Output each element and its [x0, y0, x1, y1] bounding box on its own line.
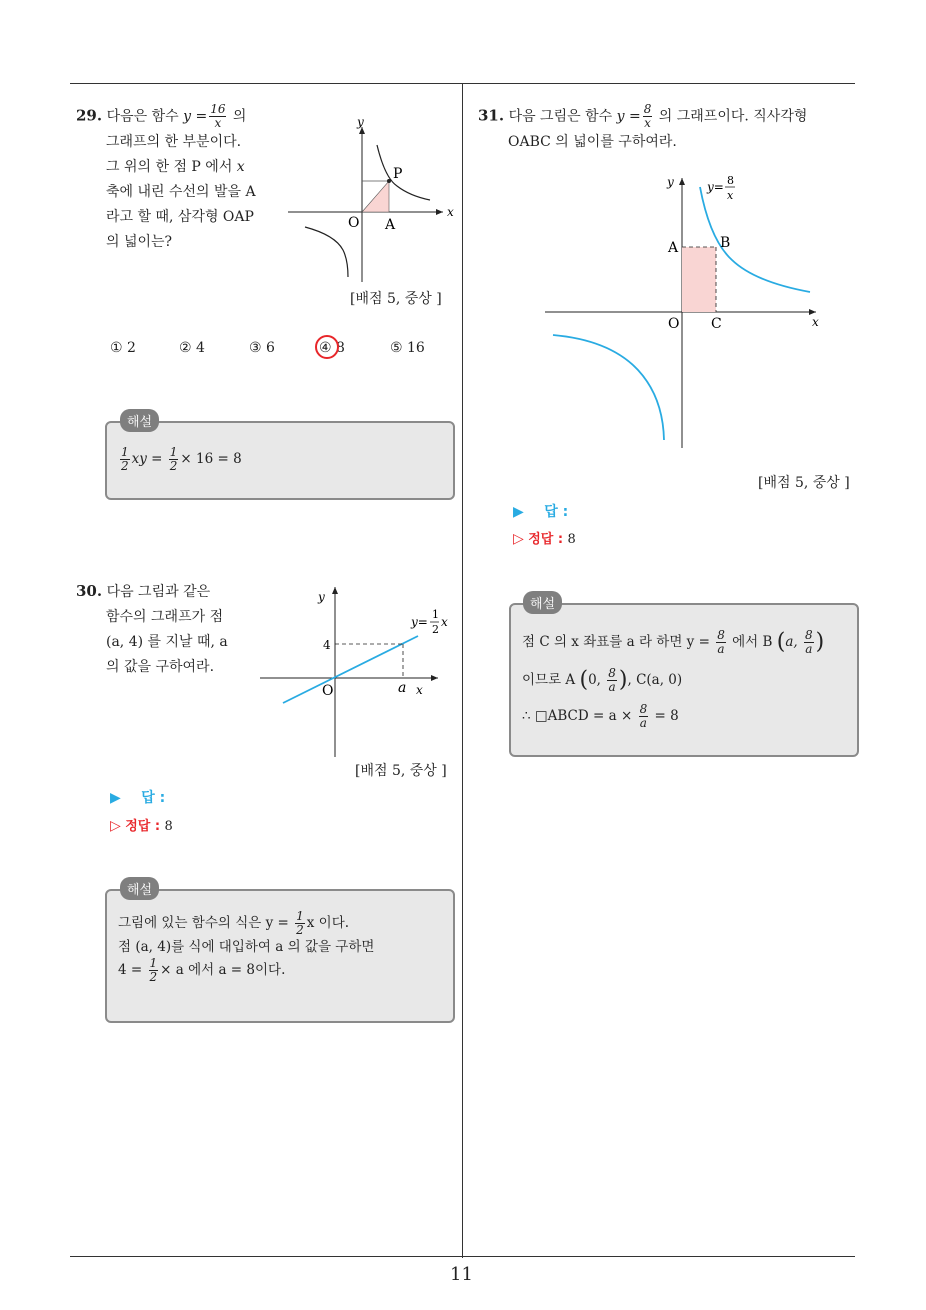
q30-correct-row: [110, 815, 173, 834]
q30-x-tick-a: a: [398, 680, 407, 696]
page-number: 11: [450, 1264, 473, 1285]
q31-y-label: y: [667, 175, 674, 189]
q30-correct-arrow-icon: ▷: [110, 818, 121, 834]
q30-line2: 함수의 그래프가 점: [106, 609, 224, 625]
q31-number: 31.: [478, 106, 505, 125]
q31-solution: [522, 624, 852, 733]
q30-answer-arrow-icon: ▶: [110, 790, 121, 806]
q29-point-p: [387, 179, 391, 183]
q31-line2: OABC 의 넓이를 구하여라.: [508, 134, 677, 150]
q31-line1: 31. 다음 그림은 함수 y = $\frac{8}{x}$ 의 그래프이다. 직사각형: [478, 102, 808, 130]
q29-curve-q3: [305, 227, 348, 277]
q31-solution-line3: ∴ □ABCD = a × $\frac{8}{a}$ = 8: [522, 702, 679, 730]
q31-correct-value: 8: [567, 532, 576, 547]
q31-solution-tag: 해설: [523, 591, 562, 614]
q31-answer-row: [513, 501, 568, 521]
q30-eq-num: 1: [432, 608, 439, 621]
q30-solution-line1: 그림에 있는 함수의 식은 y = $\frac{1}{2}$ x 이다.: [118, 909, 350, 937]
q29-graph: [285, 110, 460, 285]
q31-curve-q3: [553, 335, 664, 440]
question-30: [76, 579, 256, 680]
q30-graph: [258, 582, 458, 762]
q31-correct-row: [513, 528, 576, 547]
q29-fraction: $\frac{16}{x}$: [210, 102, 226, 130]
q30-score: [배점 5, 중상 ]: [355, 763, 447, 779]
q29-number: 29.: [76, 106, 103, 125]
q30-eq-x: x: [441, 615, 448, 629]
q31-pt-c: C: [711, 316, 722, 332]
q31-answer-label: 답 :: [544, 504, 569, 520]
q30-correct-value: 8: [164, 819, 173, 834]
q30-correct-label: 정답 :: [125, 819, 161, 834]
q30-x-label: x: [416, 683, 423, 697]
q29-choice-4[interactable]: ④ 8: [319, 340, 345, 356]
q29-solution-tag: 해설: [120, 409, 159, 432]
q31-answer-arrow-icon: ▶: [513, 504, 524, 520]
q29-point-a-label: A: [385, 217, 396, 233]
q29-choice-2[interactable]: ② 4: [179, 340, 205, 356]
q31-rect-oabc: [682, 247, 716, 312]
q31-eq-den: x: [727, 189, 734, 202]
q31-eq-prefix: y=: [707, 180, 724, 194]
q30-solution-line2: 점 (a, 4)를 식에 대입하여 a 의 값을 구하면: [118, 939, 375, 955]
q30-solution: [118, 910, 374, 984]
q29-solution-line: $\frac{1}{2}$ xy = $\frac{1}{2}$ × 16 = 8: [121, 445, 242, 473]
column-divider: [462, 83, 463, 1258]
bottom-rule: [70, 1256, 855, 1257]
q31-solution-line1: 점 C 의 x 좌표를 a 라 하면 y = $\frac{8}{a}$ 에서 B (a, $\frac{8}{a}$ ): [522, 628, 825, 656]
q30-line4: 의 값을 구하여라.: [106, 659, 215, 675]
q30-y-label: y: [318, 590, 325, 604]
q29-line6: 의 넓이는?: [106, 234, 173, 250]
q31-correct-label: 정답 :: [528, 532, 564, 547]
svg-text:y: y: [357, 115, 364, 129]
q30-solution-line3: 4 = $\frac{1}{2}$ × a 에서 a = 8이다.: [118, 956, 286, 984]
q31-origin-label: O: [668, 316, 680, 332]
q30-line3: (a, 4) 를 지날 때, a: [106, 634, 228, 650]
q30-origin-label: O: [322, 683, 334, 699]
q31-eq-num: 8: [727, 174, 734, 187]
q30-eq-prefix: y=: [411, 615, 428, 629]
q29-choice-5[interactable]: ⑤ 16: [390, 340, 425, 356]
question-29: [76, 103, 276, 255]
q30-solution-tag: 해설: [120, 877, 159, 900]
q31-score: [배점 5, 중상 ]: [758, 475, 850, 491]
q29-x-label: x: [447, 205, 454, 219]
q30-answer-row: [110, 787, 165, 807]
q31-correct-arrow-icon: ▷: [513, 531, 524, 547]
q29-line1: 29. 다음은 함수 y = $\frac{16}{x}$ 의: [76, 102, 247, 130]
q31-graph: [540, 170, 830, 455]
question-31: [478, 103, 868, 155]
q30-number: 30.: [76, 582, 103, 600]
q29-score: [배점 5, 중상 ]: [350, 291, 442, 307]
q31-solution-line2: 이므로 A (0, $\frac{8}{a}$ ), C(a, 0): [522, 665, 683, 694]
q29-line2: 그래프의 한 부분이다.: [106, 134, 242, 150]
q29-choice-3[interactable]: ③ 6: [249, 340, 275, 356]
q29-selected-circle: [315, 335, 339, 359]
q29-triangle-oap: [362, 181, 389, 212]
q29-origin-label: O: [348, 215, 360, 231]
q31-curve-q1: [700, 187, 810, 292]
q31-pt-b: B: [720, 235, 731, 251]
q29-line3: 그 위의 한 점 P 에서 x: [106, 159, 245, 175]
q31-x-label: x: [812, 315, 819, 329]
q31-pt-a: A: [668, 240, 679, 256]
q30-line1: 30. 다음 그림과 같은: [76, 582, 211, 600]
q30-answer-label: 답 :: [141, 790, 166, 806]
q29-line5: 라고 할 때, 삼각형 OAP: [106, 209, 254, 225]
q29-choice-1[interactable]: ① 2: [110, 340, 136, 356]
q30-eq-den: 2: [432, 623, 439, 636]
q29-line4: 축에 내린 수선의 발을 A: [106, 184, 256, 200]
q30-y-tick-4: 4: [323, 638, 331, 652]
q29-point-p-label: P: [393, 166, 403, 182]
